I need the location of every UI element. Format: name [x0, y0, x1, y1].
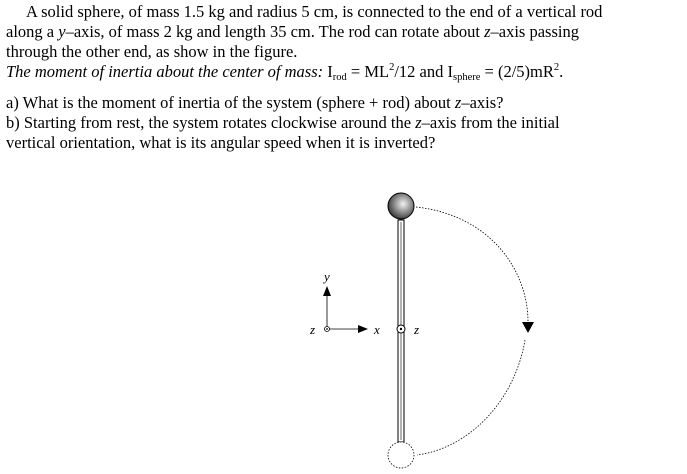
formula-intro: The moment of inertia about the center of mass: — [6, 62, 324, 81]
problem-line-2: along a y–axis, of mass 2 kg and length 35 cm. The rod can rotate about z–axis passing — [6, 22, 579, 41]
rod-subscript: rod — [332, 72, 347, 83]
y-axis-symbol: y — [58, 22, 66, 41]
sphere-subscript: sphere — [452, 72, 481, 83]
y-axis-label: y — [324, 269, 330, 284]
rotation-arrow-icon — [522, 322, 534, 333]
coordinate-axes — [323, 286, 368, 333]
rod-squared: 2 — [389, 62, 395, 73]
question-b-line-2: vertical orientation, what is its angular speed when it is inverted? — [6, 133, 436, 152]
z-axis-symbol: z — [484, 22, 491, 41]
pivot-z-label: z — [414, 322, 420, 337]
problem-line-1: A solid sphere, of mass 1.5 kg and radius 5 cm, is connected to the end of a vertical rod — [26, 2, 603, 21]
inverted-sphere-outline — [388, 442, 414, 468]
sphere-squared: 2 — [553, 62, 560, 73]
x-axis-label: x — [374, 322, 380, 337]
sphere-icon — [388, 193, 414, 219]
problem-line-3: through the other end, as show in the figure. — [6, 42, 298, 61]
pivot-icon — [397, 325, 405, 333]
rotation-arc — [416, 207, 528, 322]
question-a: a) What is the moment of inertia of the system (sphere + rod) about z–axis? — [6, 93, 504, 112]
moment-formula: The moment of inertia about the center of mass: $I_{rod} = ML^2/12$ and $I_{sphere} = (2/5)mR^2$. — [6, 62, 564, 83]
y-arrow-icon — [323, 286, 331, 296]
question-b-line-1: b) Starting from rest, the system rotates clockwise around the z–axis from the initial — [6, 113, 560, 132]
z-axis-label: z — [310, 322, 316, 337]
x-arrow-icon — [358, 325, 368, 333]
